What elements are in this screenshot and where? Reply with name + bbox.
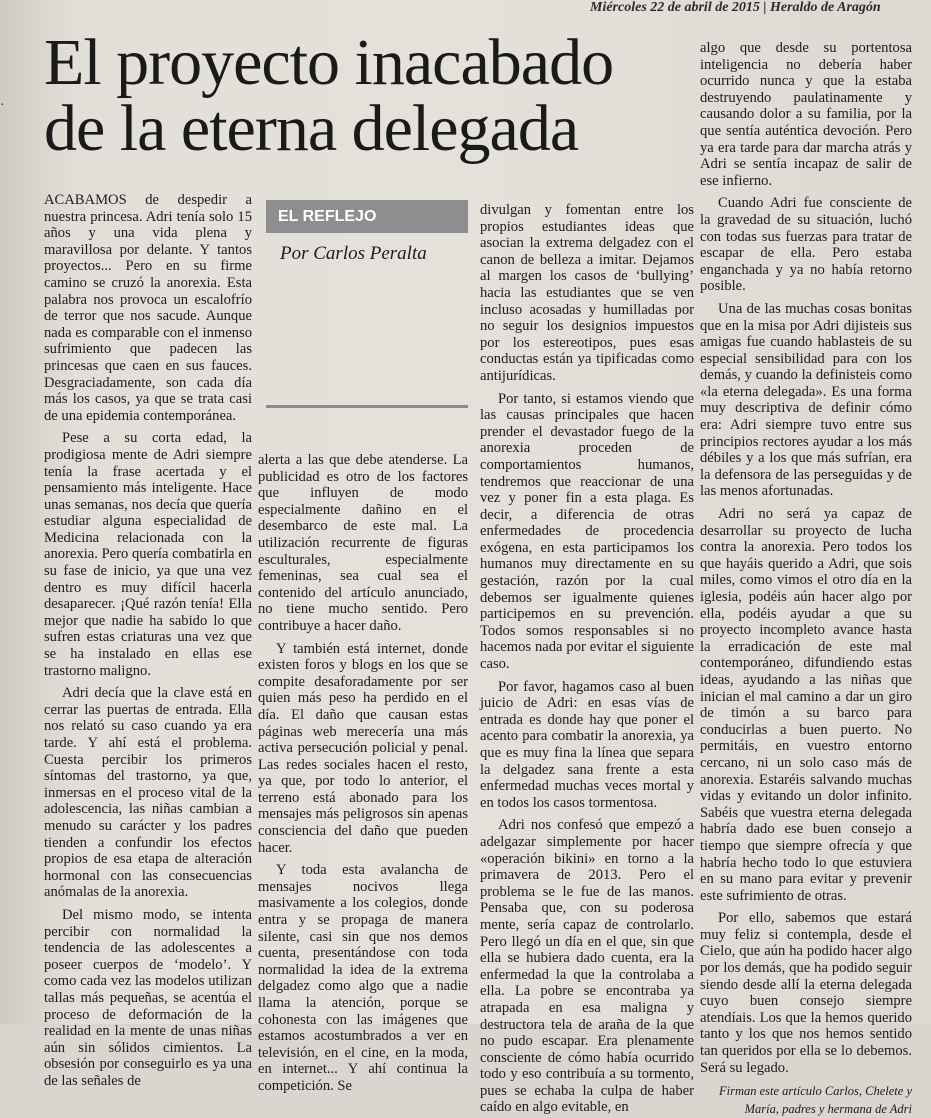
paragraph: Y también está internet, donde existen foros y blogs en los que se compite desaforadamente por ser quien más peso ha perdido en el día. El daño que causan estas páginas web merecería una más activa persecución policial y penal. Las redes sociales hacen el resto, ya que, por todo lo anterior, el terreno está abonado para los mensajes más peligrosos sin apenas consciencia del daño que pueden hacer. [258,640,468,856]
article-headline [44,26,684,165]
page-edge-mark: · [0,98,5,113]
text-column-1 [44,192,252,1089]
paragraph: Por ello, sabemos que estará muy feliz si contempla, desde el Cielo, que aún ha podido hacer algo por los demás, que ha podido seguir siendo desde allí la eterna delegada cuyo buen consejo siempre atendíais. Los que la hemos querido tanto y los que nos hemos sentido tan queridos por ella se lo debemos. Será su legado. [700,910,912,1076]
text-column-3 [480,202,694,1116]
page-dateline: Miércoles 22 de abril de 2015 | Heraldo de Aragón [590,0,881,15]
signature-line-1: Firman este artículo Carlos, Chelete y [718,1084,912,1099]
paragraph: algo que desde su portentosa inteligencia no debería haber ocurrido nunca y que la estaba destruyendo paulatinamente y causando dolor a su familia, por la que sentía auténtica devoción. Pero ya era tarde para dar marcha atrás y Adri se sentía incapaz de salir de ese infierno. [700,40,912,189]
text-column-4 [700,40,912,1117]
article-signature [700,1082,912,1118]
signature-line-2: María, padres y hermana de Adri [744,1102,912,1117]
paragraph: Una de las muchas cosas bonitas que en la misa por Adri dijisteis sus amigas fue cuando hablasteis de su especial sensibilidad para con los demás, y cuando la definisteis como «la eterna delegada». Es una forma muy descriptiva de definir cómo era: Adri siempre tuvo entre sus principios rectores ayudar a los más débiles y a los que más sufrían, era la defensora de las perseguidas y de las menos afortunadas. [700,300,912,500]
headline-line-2: de la eterna delegada [44,92,579,165]
paragraph: Adri decía que la clave está en cerrar las puertas de entrada. Ella nos relató su caso cuando ya era tarde. Y ahí está el problema. Cuesta percibir los primeros síntomas del trastorno, ya que, inmersas en el proceso vital de la adolescencia, las niñas cambian a menudo su carácter y los padres tienden a confundir los efectos propios de esa etapa de alteración hormonal con las consecuencias anómalas de la anorexia. [44,685,252,901]
paragraph: Por favor, hagamos caso al buen juicio de Adri: en esas vías de entrada es donde hay que poner el acento para combatir la anorexia, ya que es muy fina la línea que separa la delgadez sana frente a esta enfermedad muchas veces mortal y en todos los casos tormentosa. [480,678,694,811]
paragraph: alerta a las que debe atenderse. La publicidad es otro de los factores que influyen de modo especialmente dañino en el desembarco de este mal. La utilización recurrente de figuras esculturales, especialmente femeninas, sea cual sea el contenido del artículo anunciado, no tiene mucho sentido. Pero contribuye a hacer daño. [258,452,468,634]
paragraph: divulgan y fomentan entre los propios estudiantes ideas que asocian la extrema delgadez con el canon de belleza a imitar. Dejamos al margen los casos de ‘bullying’ hacia las estudiantes que se ven incluso acosadas y humilladas por no seguir los designios impuestos por los estereotipos, pues esas conductas están ya tipificadas como antijurídicas. [480,202,694,384]
paragraph: ACABAMOS de despedir a nuestra princesa. Adri tenía solo 15 años y una vida plena y maravillosa por delante. Y tantos proyectos... Pero en su firme camino se cruzó la anorexia. Esta palabra nos provoca un escalofrío de terror que nos sacude. Aunque nada es comparable con el inmenso sufrimiento que padecen las princesas que caen en sus fauces. Desgraciadamente, son cada día más los casos, ya que se trata casi de una epidemia contemporánea. [44,192,252,424]
paragraph: Adri no será ya capaz de desarrollar su proyecto de lucha contra la anorexia. Pero todos los que hayáis querido a Adri, que sois miles, como vimos el otro día en la iglesia, podéis aún hacer algo por ella, podéis ayudar a que su proyecto incompleto avance hasta la erradicación de este mal contemporáneo, difundiendo estas ideas, ayudando a las niñas que inician el mal camino a dar un giro de timón a su barco para conducirlas a buen puerto. No permitáis, en vuestro entorno cercano, ni un solo caso más de anorexia. Estaréis salvando muchas vidas y evitando un dolor infinito. Sabéis que vuestra eterna delegada habría dado ese buen consejo a tiempo que siempre ofrecía y que habría hecho todo lo que estuviera en su mano para evitar y prevenir este sufrimiento de otras. [700,506,912,904]
paragraph: Y toda esta avalancha de mensajes nocivos llega masivamente a los colegios, donde entra y se propaga de manera silente, casi sin que nos demos cuenta, presentándose con toda normalidad la idea de la extrema delgadez como algo que a nadie llama la atención, porque se cohonesta con las imágenes que estamos acostumbrados a ver en televisión, en el cine, en la moda, en internet... Y ahí continua la competición. Se [258,862,468,1094]
paragraph: Cuando Adri fue consciente de la gravedad de su situación, luchó con todas sus fuerzas para tratar de escapar de ella. Pero estaba enganchada y ya no había retorno posible. [700,195,912,295]
headline-line-1: El proyecto inacabado [44,26,614,99]
column-byline-box [266,200,468,408]
section-label: EL REFLEJO [266,200,468,233]
text-column-2 [258,452,468,1094]
paragraph: Por tanto, si estamos viendo que las causas principales que hacen prender el devastador fuego de la anorexia proceden de comportamientos humanos, tendremos que reaccionar de una vez y poner fin a esta plaga. Es decir, a diferencia de otras enfermedades de procedencia exógena, en esta participamos los humanos muy directamente en su gestación, razón por la cual debemos ser igualmente quienes participemos en su prevención. Todos somos responsables si no hacemos nada por evitar el siguiente caso. [480,390,694,673]
author-byline: Por Carlos Peralta [280,243,427,264]
paragraph: Del mismo modo, se intenta percibir con normalidad la tendencia de las adolescentes a poseer cuerpos de ‘modelo’. Y como cada vez las modelos utilizan tallas más pequeñas, se acentúa el proceso de deformación de la realidad en la mente de unas niñas aún sin sólidos cimientos. La obsesión por conseguirlo es ya una de las señales de [44,906,252,1089]
paragraph: Adri nos confesó que empezó a adelgazar simplemente por hacer «operación bikini» en torno a la primavera de 2013. Pero el problema se le fue de las manos. Pensaba que, con su poderosa mente, sería capaz de controlarlo. Pero llegó un día en el que, sin que ella se hubiera dado cuenta, era la enfermedad la que la controlaba a ella. La pobre se encontraba ya atrapada en esa maligna y destructora tela de araña de la que no pudo escapar. Era plenamente consciente de cómo había ocurrido todo y eso contribuía a su tormento, pues se echaba la culpa de haber caído en algo evitable, en [480,817,694,1116]
paragraph: Pese a su corta edad, la prodigiosa mente de Adri siempre tenía la frase acertada y el pensamiento más inteligente. Hace unas semanas, nos decía que quería estudiar alguna especialidad de Medicina relacionada con la anorexia. Pero quería combatirla en su fase de inicio, ya que una vez dentro es muy difícil hacerla desaparecer. ¡Qué razón tenía! Ella mejor que nadie ha sabido lo que sufren estas criaturas una vez que se ha instalado en ellas ese trastorno maligno. [44,430,252,679]
